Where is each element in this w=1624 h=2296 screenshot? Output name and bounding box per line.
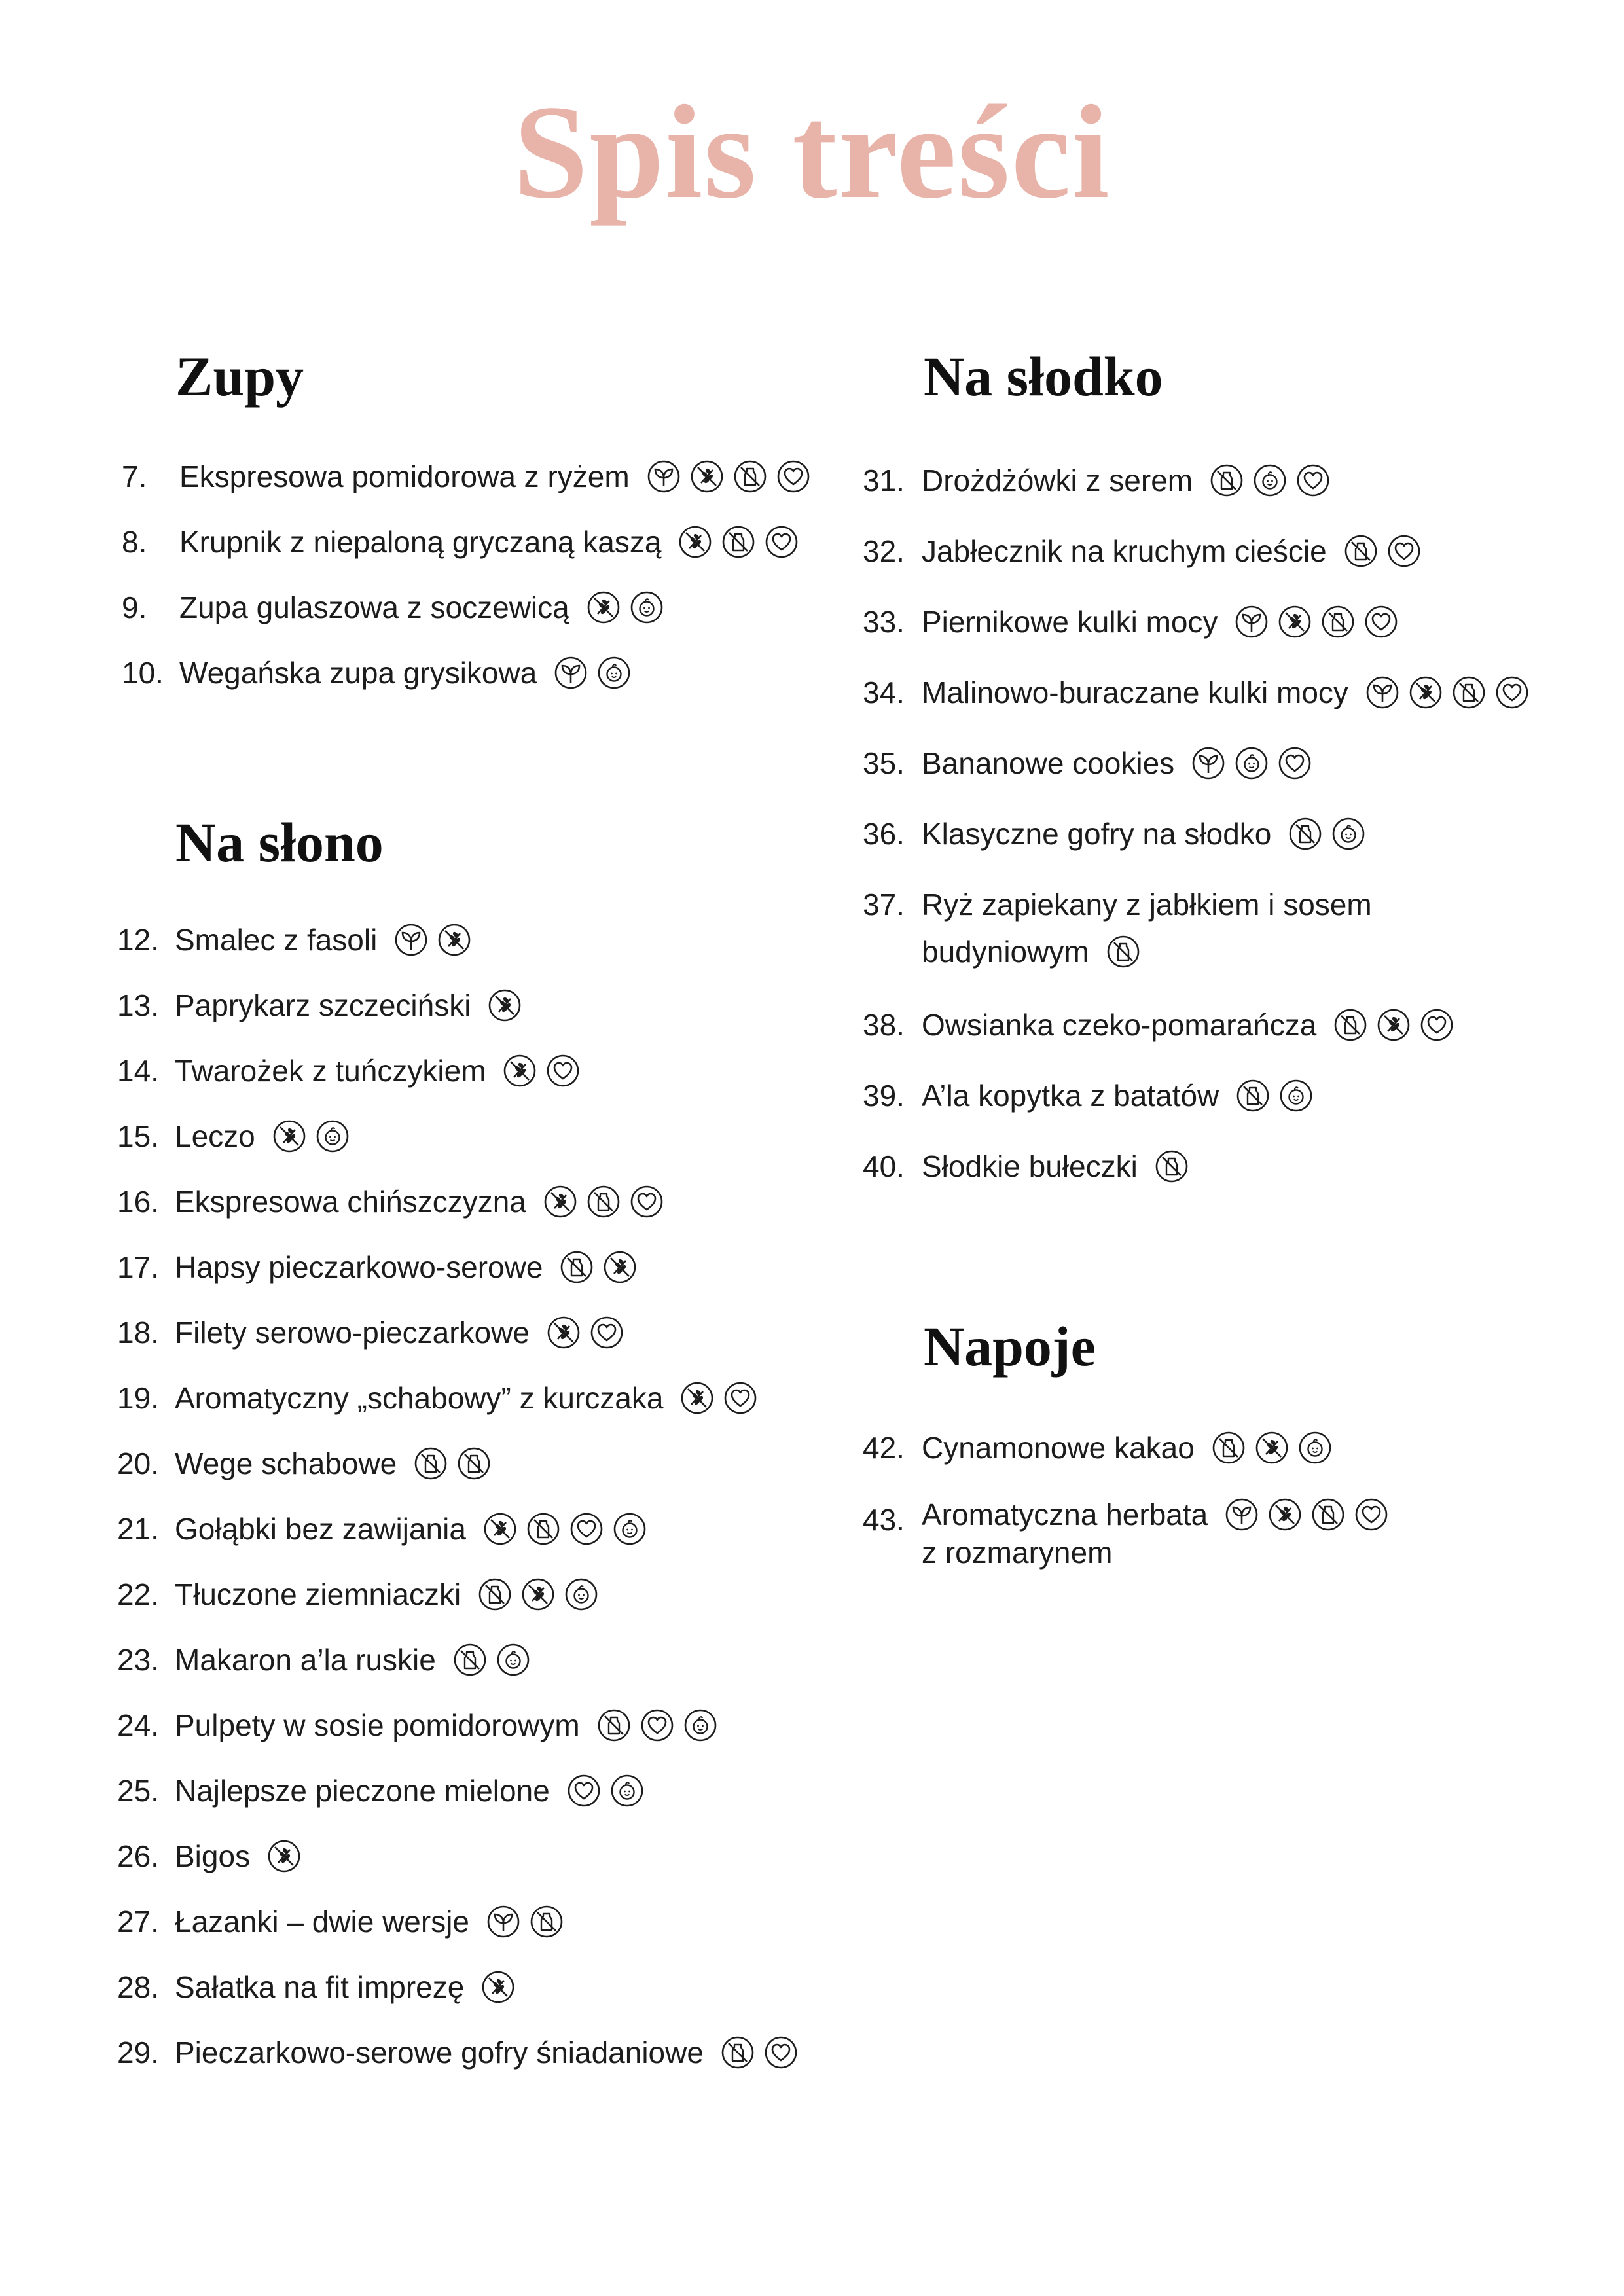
section-title-zupy: Zupy xyxy=(175,345,304,408)
lactose-free-icon xyxy=(1212,1431,1246,1465)
recipe-title xyxy=(922,881,1372,975)
gluten-free-icon xyxy=(521,1577,555,1611)
gluten-free-icon xyxy=(483,1512,517,1546)
gluten-free-icon xyxy=(272,1119,306,1153)
recipe-title-text: Bananowe cookies xyxy=(922,740,1312,787)
diet-icons xyxy=(414,1446,491,1480)
lactose-free-icon xyxy=(457,1446,491,1480)
lactose-free-icon xyxy=(560,1250,594,1284)
kids-icon xyxy=(597,656,631,690)
vegan-icon xyxy=(1191,746,1225,780)
healthy-icon xyxy=(569,1512,604,1546)
recipe-title xyxy=(922,810,1365,857)
kids-icon xyxy=(1331,817,1365,851)
recipe-title-text: Najlepsze pieczone mielone xyxy=(175,1767,644,1814)
healthy-icon xyxy=(630,1185,664,1219)
recipe-title-text: Pieczarkowo-serowe gofry śniadaniowe xyxy=(175,2029,798,2076)
recipe-title-text: Malinowo-buraczane kulki mocy xyxy=(922,669,1529,716)
lactose-free-icon xyxy=(1210,463,1244,497)
recipe-title xyxy=(922,1143,1189,1190)
healthy-icon xyxy=(765,525,799,559)
gluten-free-icon xyxy=(481,1970,515,2004)
recipe-title-text: Aromatyczny „schabowy” z kurczaka xyxy=(175,1374,757,1422)
diet-icons xyxy=(478,1577,598,1611)
page-number: 33. xyxy=(863,605,905,639)
recipe-title-text: Makaron a’la ruskie xyxy=(175,1636,530,1683)
page-number: 14. xyxy=(117,1054,159,1088)
kids-icon xyxy=(630,590,664,624)
recipe-title-text: A’la kopytka z batatów xyxy=(922,1072,1313,1119)
lactose-free-icon xyxy=(530,1905,564,1939)
diet-icons xyxy=(486,1905,564,1939)
diet-icons xyxy=(1212,1431,1332,1465)
recipe-title-text: Piernikowe kulki mocy xyxy=(922,598,1398,645)
diet-icons xyxy=(543,1185,664,1219)
lactose-free-icon xyxy=(586,1185,621,1219)
recipe-title xyxy=(175,1440,491,1487)
recipe-title-text: Bigos xyxy=(175,1833,301,1880)
lactose-free-icon xyxy=(1288,817,1322,851)
kids-icon xyxy=(564,1577,598,1611)
diet-icons xyxy=(481,1970,515,2004)
gluten-free-icon xyxy=(1278,605,1312,639)
recipe-title xyxy=(922,1072,1313,1119)
page-number: 39. xyxy=(863,1079,905,1113)
diet-icons xyxy=(1236,1079,1313,1113)
diet-icons xyxy=(560,1250,637,1284)
page-number: 15. xyxy=(117,1119,159,1153)
diet-icons xyxy=(503,1054,580,1088)
recipe-title-text-line2: z rozmarynem xyxy=(922,1535,1113,1570)
kids-icon xyxy=(1298,1431,1332,1465)
diet-icons xyxy=(547,1316,624,1350)
page-number: 32. xyxy=(863,534,905,568)
gluten-free-icon xyxy=(437,923,471,957)
lactose-free-icon xyxy=(721,2036,755,2070)
kids-icon xyxy=(1235,746,1269,780)
page-number: 22. xyxy=(117,1577,159,1611)
lactose-free-icon xyxy=(721,525,755,559)
section-title-na-slono: Na słono xyxy=(175,811,384,874)
lactose-free-icon xyxy=(1344,534,1378,568)
page-number: 29. xyxy=(117,2036,159,2070)
diet-icons xyxy=(453,1643,530,1677)
page-number: 42. xyxy=(863,1431,905,1465)
page-number: 37. xyxy=(863,888,905,922)
recipe-title xyxy=(175,982,522,1029)
page-number: 43. xyxy=(863,1503,905,1537)
vegan-icon xyxy=(486,1905,520,1939)
vegan-icon xyxy=(1365,675,1399,709)
gluten-free-icon xyxy=(1255,1431,1289,1465)
recipe-title-text: Wegańska zupa grysikowa xyxy=(179,649,631,696)
page-number: 19. xyxy=(117,1381,159,1415)
vegan-icon xyxy=(1225,1498,1259,1532)
recipe-title-text: Gołąbki bez zawijania xyxy=(175,1505,647,1552)
page-number: 10. xyxy=(122,656,164,690)
recipe-title xyxy=(175,1702,717,1749)
recipe-title xyxy=(175,916,471,963)
page-number: 38. xyxy=(863,1008,905,1042)
vegan-icon xyxy=(554,656,588,690)
page-number: 27. xyxy=(117,1905,159,1939)
healthy-icon xyxy=(1387,534,1421,568)
healthy-icon xyxy=(1495,675,1529,709)
recipe-title xyxy=(175,1374,757,1422)
gluten-free-icon xyxy=(1268,1498,1302,1532)
page-number: 28. xyxy=(117,1970,159,2004)
recipe-title-text: Leczo xyxy=(175,1113,350,1160)
recipe-title-text: Jabłecznik na kruchym cieście xyxy=(922,528,1421,575)
healthy-icon xyxy=(1296,463,1330,497)
recipe-title xyxy=(922,669,1529,716)
diet-icons xyxy=(394,923,471,957)
recipe-title-text: Zupa gulaszowa z soczewicą xyxy=(179,584,664,631)
kids-icon xyxy=(1279,1079,1313,1113)
recipe-title xyxy=(179,453,810,500)
recipe-title-text: Aromatyczna herbata xyxy=(922,1496,1388,1534)
healthy-icon xyxy=(1420,1008,1454,1042)
healthy-icon xyxy=(764,2036,798,2070)
lactose-free-icon xyxy=(1333,1008,1367,1042)
recipe-title-text: Tłuczone ziemniaczki xyxy=(175,1571,598,1618)
diet-icons xyxy=(567,1774,644,1808)
diet-icons xyxy=(272,1119,350,1153)
lactose-free-icon xyxy=(1452,675,1486,709)
lactose-free-icon xyxy=(597,1708,631,1742)
recipe-title xyxy=(922,1001,1454,1049)
gluten-free-icon xyxy=(586,590,621,624)
section-title-na-slodko: Na słodko xyxy=(924,345,1163,408)
recipe-title-text: Sałatka na fit imprezę xyxy=(175,1964,515,2011)
recipe-title xyxy=(175,1964,515,2011)
recipe-title-text: Słodkie bułeczki xyxy=(922,1143,1189,1190)
page-number: 36. xyxy=(863,817,905,851)
healthy-icon xyxy=(1364,605,1398,639)
recipe-title xyxy=(175,1571,598,1618)
healthy-icon xyxy=(723,1381,757,1415)
diet-icons xyxy=(554,656,631,690)
page-number: 8. xyxy=(122,525,147,559)
page-number: 24. xyxy=(117,1708,159,1742)
diet-icons xyxy=(721,2036,798,2070)
page-number: 25. xyxy=(117,1774,159,1808)
diet-icons xyxy=(678,525,799,559)
recipe-title xyxy=(175,1636,530,1683)
healthy-icon xyxy=(640,1708,674,1742)
recipe-title xyxy=(175,1309,624,1356)
diet-icons xyxy=(680,1381,757,1415)
recipe-title xyxy=(175,1505,647,1552)
page-number: 12. xyxy=(117,923,159,957)
recipe-title-text: Łazanki – dwie wersje xyxy=(175,1898,564,1945)
gluten-free-icon xyxy=(680,1381,714,1415)
recipe-title xyxy=(175,1833,301,1880)
lactose-free-icon xyxy=(1311,1498,1345,1532)
page-number: 26. xyxy=(117,1839,159,1873)
recipe-title xyxy=(175,1047,580,1094)
recipe-title-text: Paprykarz szczeciński xyxy=(175,982,522,1029)
recipe-title-text-line2: budyniowym xyxy=(922,928,1372,975)
gluten-free-icon xyxy=(690,459,724,493)
diet-icons xyxy=(1225,1498,1388,1532)
gluten-free-icon xyxy=(543,1185,577,1219)
diet-icons xyxy=(483,1512,647,1546)
healthy-icon xyxy=(1278,746,1312,780)
diet-icons xyxy=(1191,746,1312,780)
gluten-free-icon xyxy=(503,1054,537,1088)
gluten-free-icon xyxy=(547,1316,581,1350)
diet-icons xyxy=(488,988,522,1022)
recipe-title-text: Hapsy pieczarkowo-serowe xyxy=(175,1244,637,1291)
page-number: 34. xyxy=(863,675,905,709)
diet-icons xyxy=(586,590,664,624)
recipe-title-text: Filety serowo-pieczarkowe xyxy=(175,1309,624,1356)
healthy-icon xyxy=(776,459,810,493)
gluten-free-icon xyxy=(267,1839,301,1873)
page-number: 23. xyxy=(117,1643,159,1677)
diet-icons xyxy=(1288,817,1365,851)
lactose-free-icon xyxy=(1236,1079,1270,1113)
kids-icon xyxy=(613,1512,647,1546)
recipe-title-text: Wege schabowe xyxy=(175,1440,491,1487)
recipe-title xyxy=(179,584,664,631)
recipe-title xyxy=(175,1244,637,1291)
recipe-title xyxy=(175,1178,664,1225)
section-title-napoje: Napoje xyxy=(924,1315,1096,1378)
healthy-icon xyxy=(546,1054,580,1088)
gluten-free-icon xyxy=(678,525,712,559)
lactose-free-icon xyxy=(1155,1149,1189,1183)
gluten-free-icon xyxy=(603,1250,637,1284)
page-number: 18. xyxy=(117,1316,159,1350)
recipe-title-text: Ryż zapiekany z jabłkiem i sosem xyxy=(922,888,1372,922)
recipe-title-text: Pulpety w sosie pomidorowym xyxy=(175,1702,717,1749)
diet-icons xyxy=(1210,463,1330,497)
lactose-free-icon xyxy=(478,1577,512,1611)
lactose-free-icon xyxy=(526,1512,560,1546)
lactose-free-icon xyxy=(453,1643,487,1677)
recipe-title xyxy=(922,1424,1332,1471)
diet-icons xyxy=(597,1708,717,1742)
recipe-title xyxy=(175,2029,798,2076)
recipe-title-text: Ekspresowa chińszczyzna xyxy=(175,1178,664,1225)
recipe-title-text: Twarożek z tuńczykiem xyxy=(175,1047,580,1094)
recipe-title-text: Cynamonowe kakao xyxy=(922,1424,1332,1471)
recipe-title xyxy=(175,1767,644,1814)
healthy-icon xyxy=(1354,1498,1388,1532)
kids-icon xyxy=(610,1774,644,1808)
recipe-title-text: Krupnik z niepaloną gryczaną kaszą xyxy=(179,518,799,565)
recipe-title xyxy=(922,528,1421,575)
recipe-title-text: Drożdżówki z serem xyxy=(922,457,1330,504)
recipe-title xyxy=(179,518,799,565)
lactose-free-icon xyxy=(1321,605,1355,639)
diet-icons xyxy=(1344,534,1421,568)
page-number: 7. xyxy=(122,459,147,493)
lactose-free-icon xyxy=(1106,935,1140,969)
diet-icons xyxy=(1106,935,1140,969)
recipe-title xyxy=(922,740,1312,787)
recipe-title xyxy=(175,1898,564,1945)
recipe-title xyxy=(922,457,1330,504)
gluten-free-icon xyxy=(1377,1008,1411,1042)
recipe-title xyxy=(922,598,1398,645)
page-number: 40. xyxy=(863,1149,905,1183)
gluten-free-icon xyxy=(1409,675,1443,709)
healthy-icon xyxy=(590,1316,624,1350)
page-number: 17. xyxy=(117,1250,159,1284)
recipe-title xyxy=(922,1496,1388,1571)
diet-icons xyxy=(647,459,810,493)
recipe-title-text: Klasyczne gofry na słodko xyxy=(922,810,1365,857)
vegan-icon xyxy=(394,923,428,957)
kids-icon xyxy=(496,1643,530,1677)
diet-icons xyxy=(1333,1008,1454,1042)
page-number: 9. xyxy=(122,590,147,624)
page-number: 20. xyxy=(117,1446,159,1480)
kids-icon xyxy=(683,1708,717,1742)
page-number: 21. xyxy=(117,1512,159,1546)
page-number: 13. xyxy=(117,988,159,1022)
recipe-title xyxy=(179,649,631,696)
page-title: Spis treści xyxy=(513,78,1111,226)
kids-icon xyxy=(316,1119,350,1153)
vegan-icon xyxy=(1235,605,1269,639)
lactose-free-icon xyxy=(414,1446,448,1480)
diet-icons xyxy=(1365,675,1529,709)
recipe-title xyxy=(175,1113,350,1160)
lactose-free-icon xyxy=(733,459,767,493)
kids-icon xyxy=(1253,463,1287,497)
recipe-title-text: Smalec z fasoli xyxy=(175,916,471,963)
page-number: 31. xyxy=(863,463,905,497)
vegan-icon xyxy=(647,459,681,493)
diet-icons xyxy=(1155,1149,1189,1183)
recipe-title-text: Ekspresowa pomidorowa z ryżem xyxy=(179,453,810,500)
page-number: 16. xyxy=(117,1185,159,1219)
gluten-free-icon xyxy=(488,988,522,1022)
diet-icons xyxy=(267,1839,301,1873)
diet-icons xyxy=(1235,605,1398,639)
healthy-icon xyxy=(567,1774,601,1808)
page-number: 35. xyxy=(863,746,905,780)
recipe-title-text: Owsianka czeko-pomarańcza xyxy=(922,1001,1454,1049)
